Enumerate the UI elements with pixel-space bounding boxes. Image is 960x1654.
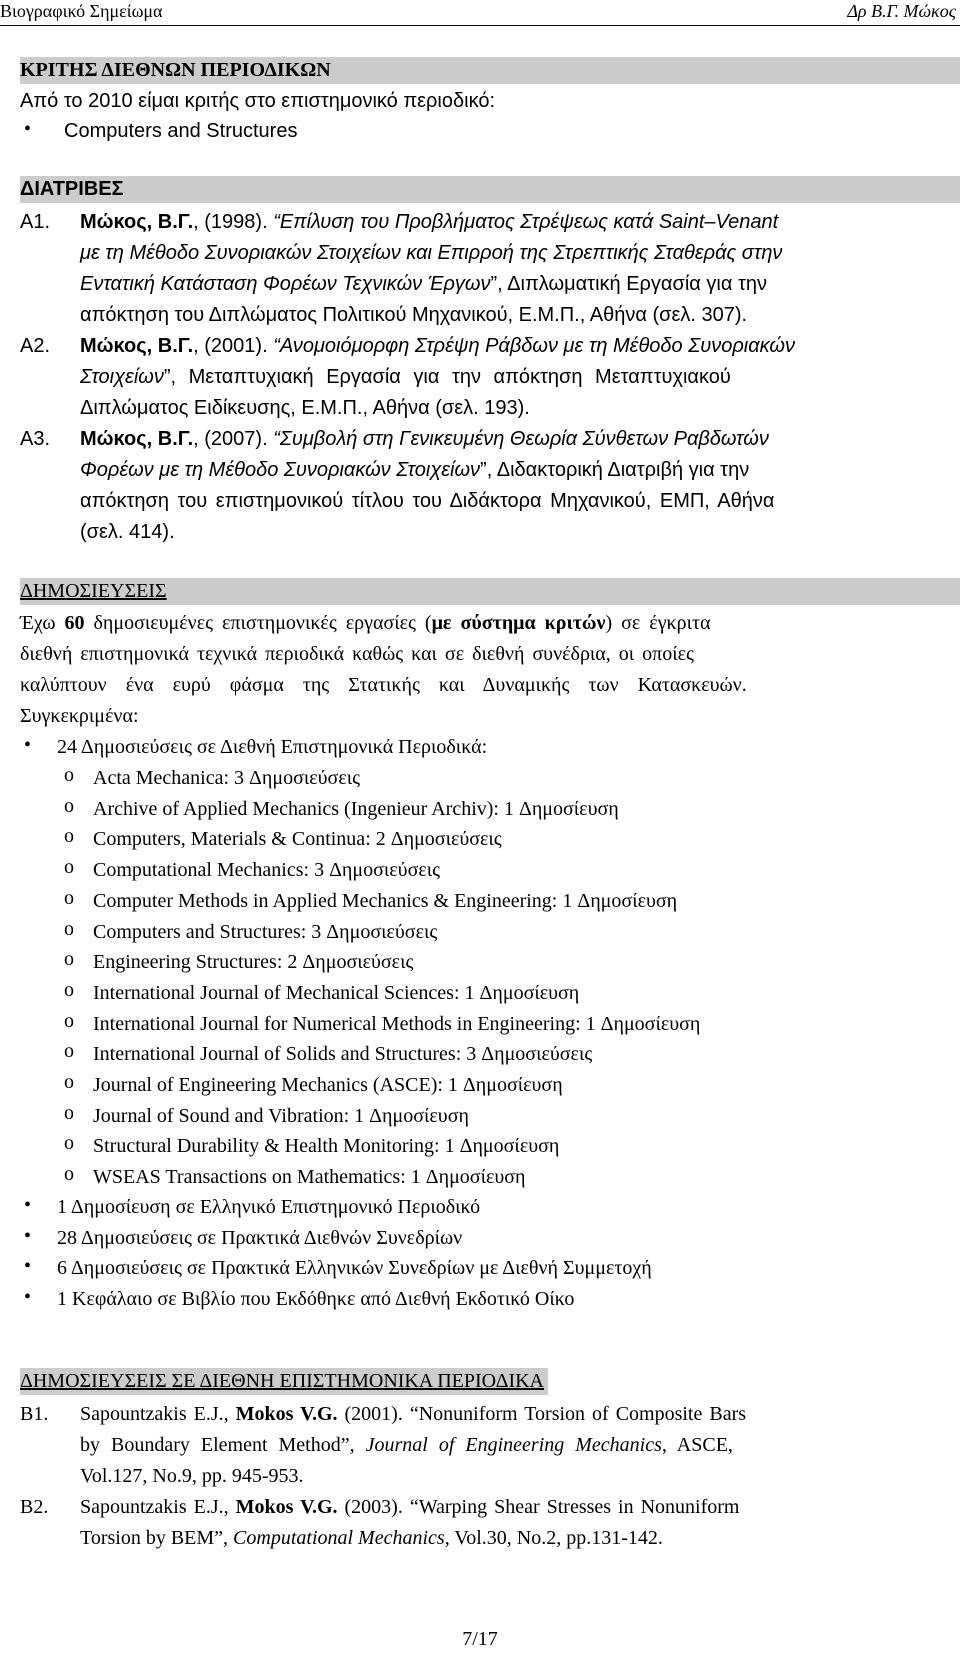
pub-journal: Journal of Engineering Mechanics <box>365 1434 662 1456</box>
publications-intro-line3: καλύπτουν ένα ευρύ φάσμα της Στατικής και Δυναμικής των Κατασκευών. <box>20 674 747 696</box>
sub-bullet-icon: o <box>64 948 74 970</box>
thesis-number: Α3. <box>20 428 51 450</box>
thesis-a3-line2 <box>80 455 749 486</box>
thesis-year: , (1998). <box>193 211 274 233</box>
journal-item: Computer Methods in Applied Mechanics & Engineering: 1 Δημοσίευση <box>93 890 678 912</box>
bullet-icon: • <box>24 734 32 756</box>
publication-number: Β1. <box>20 1403 49 1425</box>
publication-number: Β2. <box>20 1496 49 1518</box>
sub-bullet-icon: o <box>64 795 74 817</box>
section-title-theses <box>20 176 960 203</box>
pub-author-self: Mokos V.G. <box>235 1496 338 1518</box>
journal-item: Acta Mechanica: 3 Δημοσιεύσεις <box>93 767 361 789</box>
reviewer-intro: Από το 2010 είμαι κριτής στο επιστημονικό περιοδικό: <box>20 90 496 112</box>
thesis-a3-line3: απόκτηση του επιστημονικού τίτλου του Διδάκτορα Μηχανικού, ΕΜΠ, Αθήνα <box>80 490 775 512</box>
sub-bullet-icon: o <box>64 887 74 909</box>
section-title-text: ΔΗΜΟΣΙΕΥΣΕΙΣ ΣΕ ΔΙΕΘΝΗ ΕΠΙΣΤΗΜΟΝΙΚΑ ΠΕΡΙΟΔΙΚΑ <box>20 1370 545 1392</box>
sub-bullet-icon: o <box>64 1010 74 1032</box>
pub-author-self: Mokos V.G. <box>235 1403 338 1425</box>
sub-bullet-icon: o <box>64 1132 74 1154</box>
thesis-a2-line1 <box>80 331 795 362</box>
section-title-text: ΔΗΜΟΣΙΕΥΣΕΙΣ <box>20 580 167 602</box>
thesis-year: , (2007). <box>193 428 274 450</box>
section-title-intl <box>20 1368 548 1395</box>
header-rule <box>0 25 960 26</box>
thesis-a1-line1 <box>80 207 778 238</box>
journal-item: International Journal of Mechanical Sciences: 1 Δημοσίευση <box>93 982 580 1004</box>
publications-intro-line2: διεθνή επιστημονικά τεχνικά περιοδικά καθώς και σε διεθνή συνέδρια, οι οποίες <box>20 643 694 665</box>
journal-item: Archive of Applied Mechanics (Ingenieur Archiv): 1 Δημοσίευση <box>93 798 619 820</box>
thesis-desc: ”, Μεταπτυχιακή Εργασία για την απόκτηση Μεταπτυχιακού <box>163 366 731 388</box>
section-title-text: ΔΙΑΤΡΙΒΕΣ <box>20 178 124 200</box>
journal-item: WSEAS Transactions on Mathematics: 1 Δημοσίευση <box>93 1166 526 1188</box>
pub-b1-line2 <box>80 1430 733 1461</box>
pub-title: (2003). “Warping Shear Stresses in Nonuniform <box>337 1496 740 1518</box>
journal-item: Computational Mechanics: 3 Δημοσιεύσεις <box>93 859 441 881</box>
pub-b2-line2 <box>80 1523 663 1554</box>
sub-bullet-icon: o <box>64 1040 74 1062</box>
sub-bullet-icon: o <box>64 918 74 940</box>
thesis-author: Μώκος, Β.Γ. <box>80 335 194 357</box>
text-segment: σύστημα κριτών <box>451 612 606 634</box>
bullet-icon: • <box>24 118 32 140</box>
page-header <box>0 0 960 26</box>
pub-b2-line1 <box>80 1492 739 1523</box>
sub-bullet-icon: o <box>64 1071 74 1093</box>
thesis-title: “Επίλυση του Προβλήματος Στρέψεως κατά Saint–Venant <box>273 211 779 233</box>
section-title-reviewer <box>20 57 960 84</box>
thesis-a2-line2 <box>80 362 906 393</box>
pub-journal: Computational Mechanics, <box>233 1527 450 1549</box>
bullet-icon: • <box>24 1286 32 1308</box>
header-author: Δρ Β.Γ. Μώκος <box>847 1 956 21</box>
pub-authors: Sapountzakis E.J., <box>80 1403 236 1425</box>
thesis-title-cont: Στοιχείων <box>80 366 164 388</box>
bullet-icon: • <box>24 1194 32 1216</box>
section-title-text: ΚΡΙΤΗΣ ΔΙΕΘΝΩΝ ΠΕΡΙΟΔΙΚΩΝ <box>20 59 331 81</box>
journal-item: Computers and Structures: 3 Δημοσιεύσεις <box>93 921 438 943</box>
thesis-title-cont: Φορέων με τη Μέθοδο Συνοριακών Στοιχείων <box>80 459 481 481</box>
bullet-icon: • <box>24 1255 32 1277</box>
journal-item: International Journal of Solids and Structures: 3 Δημοσιεύσεις <box>93 1043 593 1065</box>
publications-intro-line1 <box>20 608 711 639</box>
thesis-author: Μώκος, Β.Γ. <box>80 428 194 450</box>
sub-bullet-icon: o <box>64 825 74 847</box>
publication-summary-item: 1 Δημοσίευση σε Ελληνικό Επιστημονικό Περιοδικό <box>57 1196 481 1218</box>
sub-bullet-icon: o <box>64 856 74 878</box>
journal-item: International Journal for Numerical Methods in Engineering: 1 Δημοσίευση <box>93 1013 701 1035</box>
thesis-a2-line3: Διπλώματος Ειδίκευσης, Ε.Μ.Π., Αθήνα (σελ. 193). <box>80 397 530 419</box>
pub-b1-line3: Vol.127, No.9, pp. 945-953. <box>80 1465 304 1487</box>
publication-count: 60 <box>64 612 85 634</box>
text-segment: Έχω <box>20 612 65 634</box>
section-title-publications <box>20 578 960 605</box>
thesis-a1-line4: απόκτηση του Διπλώματος Πολιτικού Μηχανικού, Ε.Μ.Π., Αθήνα (σελ. 307). <box>80 304 748 326</box>
journal-item: Engineering Structures: 2 Δημοσιεύσεις <box>93 951 414 973</box>
pub-title-cont: Torsion by BEM”, <box>80 1527 234 1549</box>
pub-authors: Sapountzakis E.J., <box>80 1496 236 1518</box>
thesis-a3-line4: (σελ. 414). <box>80 521 175 543</box>
sub-bullet-icon: o <box>64 1163 74 1185</box>
header-title: Βιογραφικό Σημείωμα <box>0 1 163 21</box>
thesis-a1-line2: με τη Μέθοδο Συνοριακών Στοιχείων και Επιρροή της Στρεπτικής Σταθεράς στην <box>80 242 783 264</box>
thesis-a3-line1 <box>80 424 769 455</box>
journal-item: Journal of Engineering Mechanics (ASCE): 1 Δημοσίευση <box>93 1074 563 1096</box>
page-number: 7/17 <box>462 1628 498 1650</box>
journal-item: Structural Durability & Health Monitoring: 1 Δημοσίευση <box>93 1135 560 1157</box>
journal-item: Journal of Sound and Vibration: 1 Δημοσίευση <box>93 1105 469 1127</box>
thesis-number: Α1. <box>20 211 51 233</box>
publications-intro-line4: Συγκεκριμένα: <box>20 705 139 727</box>
pub-journal-meta: , ASCE, <box>661 1434 733 1456</box>
pub-journal-meta: Vol.30, No.2, pp.131-142. <box>449 1527 663 1549</box>
pub-b1-line1 <box>80 1399 746 1430</box>
pub-title: (2001). “Nonuniform Torsion of Composite Bars <box>337 1403 747 1425</box>
thesis-number: Α2. <box>20 335 51 357</box>
thesis-title: “Ανομοιόμορφη Στρέψη Ράβδων με τη Μέθοδο Συνοριακών <box>273 335 795 357</box>
text-segment: δημοσιευμένες επιστημονικές εργασίες ( <box>84 612 432 634</box>
publication-summary-item: 6 Δημοσιεύσεις σε Πρακτικά Ελληνικών Συνεδρίων με Διεθνή Συμμετοχή <box>57 1257 652 1279</box>
text-segment: ) σε έγκριτα <box>605 612 711 634</box>
thesis-author: Μώκος, Β.Γ. <box>80 211 194 233</box>
pub-title-cont: by Boundary Element Method”, <box>80 1434 366 1456</box>
publication-summary-item: 28 Δημοσιεύσεις σε Πρακτικά Διεθνών Συνεδρίων <box>57 1227 463 1249</box>
thesis-year: , (2001). <box>193 335 274 357</box>
publications-main-bullet: 24 Δημοσιεύσεις σε Διεθνή Επιστημονικά Περιοδικά: <box>57 736 488 758</box>
thesis-title-cont: Εντατική Κατάσταση Φορέων Τεχνικών Έργων <box>80 273 491 295</box>
bullet-icon: • <box>24 1225 32 1247</box>
journal-item: Computers, Materials & Continua: 2 Δημοσιεύσεις <box>93 828 502 850</box>
thesis-a1-line3 <box>80 269 767 300</box>
text-segment: με <box>431 612 452 634</box>
reviewer-journal: Computers and Structures <box>64 120 298 142</box>
thesis-desc: ”, Διδακτορική Διατριβή για την <box>480 459 750 481</box>
sub-bullet-icon: o <box>64 1102 74 1124</box>
sub-bullet-icon: o <box>64 764 74 786</box>
sub-bullet-icon: o <box>64 979 74 1001</box>
publication-summary-item: 1 Κεφάλαιο σε Βιβλίο που Εκδόθηκε από Διεθνή Εκδοτικό Οίκο <box>57 1288 575 1310</box>
thesis-desc: ”, Διπλωματική Εργασία για την <box>490 273 767 295</box>
thesis-title: “Συμβολή στη Γενικευμένη Θεωρία Σύνθετων Ραβδωτών <box>273 428 769 450</box>
